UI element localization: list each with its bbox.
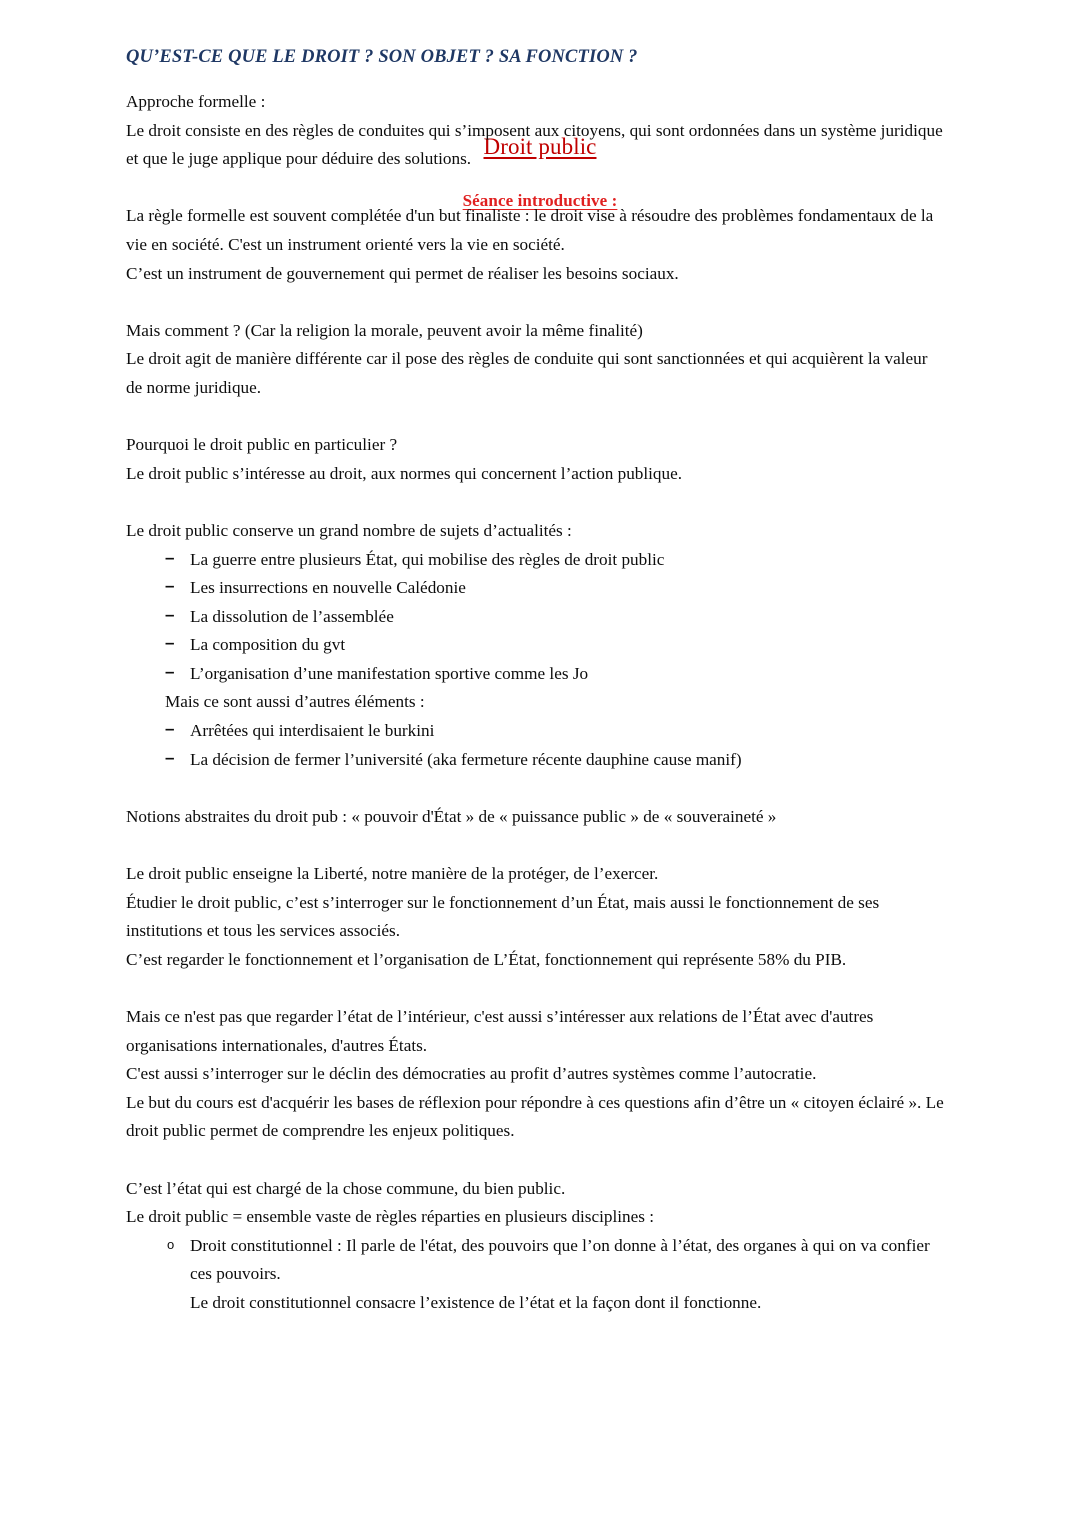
dash-bullet-icon: – [165,576,175,596]
paragraph-regle-formelle: La règle formelle est souvent complétée d'un but finaliste : le droit vise à résoudre des problèmes fondamentaux de la vie en société. C'est un instrument orienté vers la vie en société. [126,206,934,254]
list-autres-elements [126,717,946,774]
list-actualites [126,546,946,689]
dash-bullet-icon: – [165,547,175,567]
paragraph-approche-label: Approche formelle : [126,92,266,111]
list-item-label: Les insurrections en nouvelle Calédonie [190,578,466,598]
list-item [126,631,946,660]
dash-bullet-icon: – [165,747,175,767]
paragraph-autres-elements-intro: Mais ce sont aussi d’autres éléments : [165,692,425,712]
paragraph-pourquoi-question: Pourquoi le droit public en particulier ? [126,435,398,455]
list-item-label: L’organisation d’une manifestation sportive comme les Jo [190,663,589,683]
page-title: Droit public [483,134,597,159]
paragraph-sujets-actualites-intro: Le droit public conserve un grand nombre de sujets d’actualités : [126,520,572,540]
list-item-label: La décision de fermer l’université (aka fermeture récente dauphine cause manif) [190,749,742,769]
paragraph-relations-etat: Mais ce n'est pas que regarder l’état de l’intérieur, c'est aussi s’intéresser aux relations de l’État avec d'autres organisations internationales, d'autres États. [126,1007,874,1055]
list-item-label: La composition du gvt [190,635,346,655]
paragraph-notions-abstraites: Notions abstraites du droit pub : « pouvoir d'État » de « puissance public » de « souveraineté » [126,806,777,826]
list-item [126,546,946,575]
paragraph-droit-constitutionnel-consacre: Le droit constitutionnel consacre l’existence de l’état et la façon dont il fonctionne. [190,1292,762,1312]
list-item-label: La guerre entre plusieurs État, qui mobilise des règles de droit public [190,549,665,569]
paragraph-pib: C’est regarder le fonctionnement et l’organisation de L’État, fonctionnement qui représente 58% du PIB. [126,949,847,969]
list-item-label: Arrêtées qui interdisaient le burkini [190,721,435,741]
list-item [126,603,946,632]
list-item-label: La dissolution de l’assemblée [190,606,394,626]
paragraph-but-du-cours: Le but du cours est d'acquérir les bases de réflexion pour répondre à ces questions afin d’être un « citoyen éclairé ». Le droit public permet de comprendre les enjeux politiques. [126,1092,944,1141]
page-subtitle: Séance introductive : [462,190,618,210]
list-item [126,717,946,746]
document-body [126,0,946,1318]
paragraph-declin-democraties: C'est aussi s’interroger sur le déclin des démocraties au profit d’autres systèmes comme l’autocratie. [126,1064,817,1084]
dash-bullet-icon: – [165,633,175,653]
list-item [126,574,946,603]
list-item [126,1232,946,1289]
dash-bullet-icon: – [165,719,175,739]
dash-bullet-icon: – [165,604,175,624]
list-item [126,746,946,775]
paragraph-etudier-droit-public: Étudier le droit public, c’est s’interroger sur le fonctionnement d’un État, mais aussi le fonctionnement de ses institutions et tous les services associés. [126,892,880,941]
list-item [126,660,946,689]
paragraph-approche-text: Le droit consiste en des règles de conduites qui s’imposent aux citoyens, qui sont ordonnées dans un système juridique et que le juge applique pour déduire des solutions. [126,120,943,169]
paragraph-enseigne-liberte: Le droit public enseigne la Liberté, notre manière de la protéger, de l’exercer. [126,864,659,884]
paragraph-chose-commune: C’est l’état qui est chargé de la chose commune, du bien public. [126,1178,566,1198]
section-heading: QU’EST-CE QUE LE DROIT ? SON OBJET ? SA FONCTION ? [126,47,638,67]
paragraph-instrument-gouvernement: C’est un instrument de gouvernement qui permet de réaliser les besoins sociaux. [126,263,679,283]
list-disciplines [126,1232,946,1289]
paragraph-droit-public-interesse: Le droit public s’intéresse au droit, aux normes qui concernent l’action publique. [126,463,683,483]
list-item-label: Droit constitutionnel : Il parle de l'état, des pouvoirs que l’on donne à l’état, des organes à qui on va confier ces pouvoirs. [190,1235,930,1284]
paragraph-droit-agit: Le droit agit de manière différente car il pose des règles de conduite qui sont sanctionnées et qui acquièrent la valeur de norme juridique. [126,349,928,397]
dash-bullet-icon: – [165,661,175,681]
paragraph-mais-comment: Mais comment ? (Car la religion la morale, peuvent avoir la même finalité) [126,320,643,340]
paragraph-disciplines-intro: Le droit public = ensemble vaste de règles réparties en plusieurs disciplines : [126,1207,655,1227]
circle-bullet-icon: o [167,1236,175,1252]
